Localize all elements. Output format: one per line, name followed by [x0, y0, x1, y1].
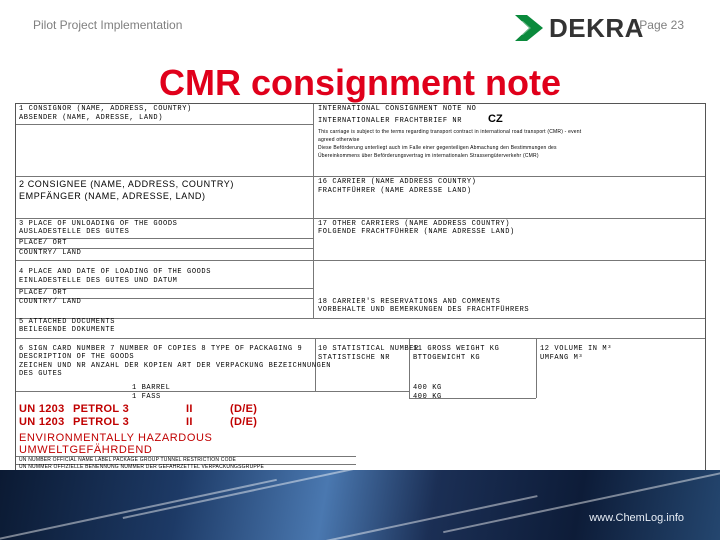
page-number: Page 23 [639, 18, 684, 32]
loading-label: 4 PLACE AND DATE OF LOADING OF THE GOODS [19, 268, 212, 276]
reservations-label: 18 CARRIER'S RESERVATIONS AND COMMENTS [318, 298, 501, 306]
dekra-logo-icon [513, 13, 545, 43]
consignee-label-de: EMPFÄNGER (NAME, ADRESSE, LAND) [19, 191, 206, 201]
marks-header-3: ZEICHEN UND NR ANZAHL DER KOPIEN ART DER VERPACKUNG BEZEICHNUNGEN [19, 362, 332, 370]
cmr-form [15, 103, 706, 472]
package-en: 1 BARREL [132, 384, 171, 392]
consignor-label: 1 CONSIGNOR (NAME, ADDRESS, COUNTRY) [19, 105, 192, 113]
place-label: PLACE/ ORT [19, 239, 68, 247]
un-number-1: UN 1203 [19, 403, 65, 415]
page-title: CMR consignment note [159, 62, 561, 103]
attached-docs-label-de: BEILEGENDE DOKUMENTE [19, 326, 116, 334]
marks-header-2: DESCRIPTION OF THE GOODS [19, 353, 135, 361]
marks-header-4: DES GUTES [19, 370, 63, 378]
intl-note-label: INTERNATIONAL CONSIGNMENT NOTE NO [318, 105, 477, 113]
unloading-label: 3 PLACE OF UNLOADING OF THE GOODS [19, 220, 178, 228]
weight-2: 400 KG [413, 393, 442, 401]
un-class-1: II [186, 403, 193, 415]
un-name-2: PETROL 3 [73, 416, 129, 428]
footer-url: www.ChemLog.info [589, 512, 684, 524]
gross-weight-label-de: BTTOGEWICHT KG [413, 354, 481, 362]
place-label-2: PLACE/ ORT [19, 289, 68, 297]
weight-1: 400 KG [413, 384, 442, 392]
un-name-1: PETROL 3 [73, 403, 129, 415]
country-label: COUNTRY/ LAND [19, 249, 82, 257]
footnote-1: UN NUMBER OFFICIAL NAME LABEL PACKAGE GROUP TUNNEL RESTRICTION CODE [19, 457, 237, 463]
consignor-label-de: ABSENDER (NAME, ADRESSE, LAND) [19, 114, 164, 122]
logo-text: DEKRA [549, 12, 644, 43]
legal-en-1: This carriage is subject to the terms regarding transport contract in international road transport (CMR) - event [318, 129, 582, 135]
stat-number-label: 10 STATISTICAL NUMBER [318, 345, 419, 353]
un-number-2: UN 1203 [19, 416, 65, 428]
loading-label-de: EINLADESTELLE DES GUTES UND DATUM [19, 277, 178, 285]
intl-note-label-de: INTERNATIONALER FRACHTBRIEF NR [318, 117, 463, 125]
legal-en-2: agreed otherwise [318, 137, 360, 143]
attached-docs-label: 5 ATTACHED DOCUMENTS [19, 318, 116, 326]
env-hazard-de: UMWELTGEFÄHRDEND [19, 444, 153, 456]
country-code: CZ [488, 113, 503, 125]
dekra-logo [513, 12, 644, 44]
un-tunnel-2: (D/E) [230, 416, 258, 428]
carrier-label: 16 CARRIER (NAME ADDRESS COUNTRY) [318, 178, 477, 186]
gross-weight-label: 11 GROSS WEIGHT KG [413, 345, 500, 353]
un-tunnel-1: (D/E) [230, 403, 258, 415]
un-class-2: II [186, 416, 193, 428]
consignee-label: 2 CONSIGNEE (NAME, ADDRESS, COUNTRY) [19, 179, 234, 189]
env-hazard-en: ENVIRONMENTALLY HAZARDOUS [19, 432, 213, 444]
country-label-2: COUNTRY/ LAND [19, 298, 82, 306]
package-de: 1 FASS [132, 393, 161, 401]
other-carriers-label: 17 OTHER CARRIERS (NAME ADDRESS COUNTRY) [318, 220, 511, 228]
volume-label: 12 VOLUME IN M³ [540, 345, 613, 353]
other-carriers-label-de: FOLGENDE FRACHTFÜHRER (NAME ADRESSE LAND) [318, 228, 515, 236]
volume-label-de: UMFANG M³ [540, 354, 584, 362]
header-left-title: Pilot Project Implementation [33, 18, 183, 32]
stat-number-label-de: STATISTISCHE NR [318, 354, 391, 362]
marks-header-1: 6 SIGN CARD NUMBER 7 NUMBER OF COPIES 8 TYPE OF PACKAGING 9 [19, 345, 303, 353]
footnote-2: UN NUMMER OFFIZIELLE BENENNUNG NUMMER DER GEFAHRZETTEL VERPACKUNGSGRUPPE [19, 464, 264, 470]
reservations-label-de: VORBEHALTE UND BEMERKUNGEN DES FRACHTFÜHRERS [318, 306, 530, 314]
legal-de-1: Diese Beförderung unterliegt auch im Falle einer gegenteiligen Abmachung den Bestimmungen des [318, 145, 557, 151]
footer-banner [0, 470, 720, 540]
unloading-label-de: AUSLADESTELLE DES GUTES [19, 228, 130, 236]
carrier-label-de: FRACHTFÜHRER (NAME ADRESSE LAND) [318, 187, 472, 195]
legal-de-2: Übereinkommens über Beförderungsvertrag im internationalen Strassengüterverkehr (CMR) [318, 153, 539, 159]
